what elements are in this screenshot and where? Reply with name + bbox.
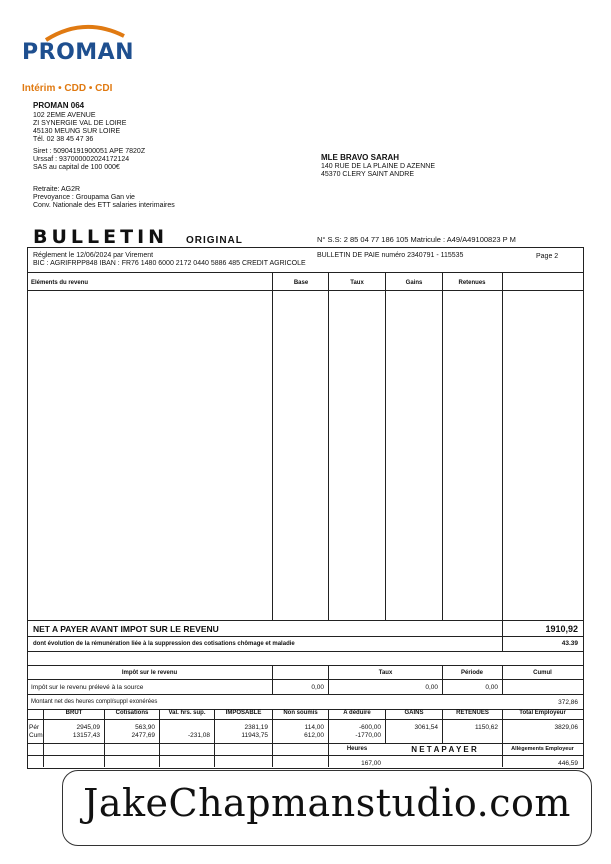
employee-address1: 140 RUE DE LA PLAINE D AZENNE [321,163,435,170]
cum-a-deduire: -1770,00 [355,732,381,739]
employee-name: MLE BRAVO SARAH [321,153,400,162]
heures-value: 167,00 [361,760,381,767]
watermark-banner [62,770,592,846]
company-phone: Tél. 02 38 45 47 36 [33,136,94,143]
impot-header: Impôt sur le revenu [121,670,178,676]
per-cotisations: 563,90 [135,724,155,731]
divider [27,694,583,695]
divider [27,290,583,291]
row-label-per: Pér [29,724,40,731]
row-label-cum: Cum [29,732,43,739]
company-name: PROMAN 064 [33,101,85,110]
divider [27,636,583,637]
divider [27,679,583,680]
allegements-value: 446,59 [558,760,578,767]
per-non-soumis: 114,00 [304,724,324,731]
net-label: NET A PAYER AVANT IMPOT SUR LE REVENU [33,624,219,634]
payment-page: Page 2 [536,253,559,260]
montant-value: 372,86 [558,699,578,706]
company-siret: Siret : 50904191900051 APE 7820Z [33,148,146,155]
divider [27,755,583,756]
column-rule [328,272,329,620]
impot-cumul-header: Cumul [533,670,552,676]
cumul-header-imposable: IMPOSABLE [225,710,262,716]
column-rule [272,665,273,694]
title-bulletin: BULLETIN [33,226,169,248]
watermark-text: JakeChapmanstudio.com [83,781,571,825]
column-rule [502,709,503,767]
cumul-header-a-deduire: A déduire [343,710,371,716]
cum-brut: 13157,43 [72,732,100,739]
evolution-label: dont évolution de la rémunération liée à la suppression des cotisations chômage et maladie [33,641,295,647]
header-gains: Gains [405,280,423,286]
company-prevoyance: Prevoyance : Groupama Gan vie [33,194,135,201]
company-address2: ZI SYNERGIE VAL DE LOIRE [33,120,127,127]
company-urssaf: Urssaf : 937000002024172124 [33,156,130,163]
cum-cotisations: 2477,69 [131,732,155,739]
divider [27,743,583,744]
column-rule [502,272,503,620]
divider [27,651,583,652]
per-a-deduire: -600,00 [358,724,381,731]
cumul-header-val-hrs-sup: Val. hrs. sup. [168,710,206,716]
per-retenues: 1150,62 [474,724,498,731]
heures-header: Heures [346,746,368,752]
cum-imposable: 11943,75 [241,732,268,739]
company-retraite: Retraite: AG2R [33,186,81,193]
cum-val-hrs-sup: -231,08 [187,732,210,739]
header-retenues: Retenues [458,280,486,286]
per-brut: 2945,09 [76,724,100,731]
impot-row-label: Impôt sur le revenu prélevé à la source [31,684,144,691]
impot-taux-header: Taux [378,670,393,676]
company-capital: SAS au capital de 100 000€ [33,164,120,171]
payment-bic-iban: BIC : AGRIFRPP848 IBAN : FR76 1480 6000 2172 0440 5886 485 CREDIT AGRICOLE [33,260,306,267]
cumul-header-retenues: RETENUES [456,710,489,716]
cumul-header-non-soumis: Non soumis [283,710,318,716]
divider [27,719,583,720]
column-rule [328,665,329,694]
header-taux: Taux [350,280,364,286]
column-rule [385,272,386,620]
per-gains: 3061,54 [414,724,438,731]
company-address1: 102 2EME AVENUE [33,112,96,119]
logo: PROMAN [22,40,135,65]
column-rule [272,272,273,620]
cumul-header-brut: BRUT [65,710,83,716]
evolution-value: 43.39 [561,640,578,647]
divider [27,620,583,621]
ss-matricule: N° S.S: 2 85 04 77 186 105 Matricule : A49/A49100823 P M [317,235,516,244]
per-total-employeur: 3829,06 [554,724,578,731]
net-value: 1910,92 [545,624,578,634]
allegements-header: Allègements Employeur [511,746,574,752]
per-imposable: 2381,19 [244,724,268,731]
impot-row-taux: 0,00 [425,684,438,691]
logo-tagline: Intérim • CDD • CDI [22,83,113,94]
impot-periode-header: Période [460,670,483,676]
impot-row-base: 0,00 [311,684,324,691]
montant-label: Montant net des heures compl/suppl exonérées [31,699,158,705]
cumul-header-cotisations: Cotisations [115,710,149,716]
company-convention: Conv. Nationale des ETT salaries interimaires [33,202,175,209]
divider [27,272,583,273]
column-rule [442,272,443,620]
payment-bulletin-num: BULLETIN DE PAIE numéro 2340791 - 115535 [317,252,464,259]
header-base: Base [293,280,309,286]
divider [27,665,583,666]
payment-reglement: Réglement le 12/06/2024 par Virement [33,252,154,259]
net-a-payer-label: N E T A P A Y E R [411,745,477,754]
cumul-header-gains: GAINS [404,710,424,716]
impot-row-periode: 0,00 [485,684,498,691]
logo-swoosh [44,22,126,42]
header-elements: Eléments du revenu [31,280,89,286]
cumul-header-total-employeur: Total Employeur [519,710,566,716]
cum-non-soumis: 612,00 [304,732,324,739]
company-address3: 45130 MEUNG SUR LOIRE [33,128,121,135]
title-original: ORIGINAL [186,235,243,246]
employee-address2: 45370 CLERY SAINT ANDRE [321,171,414,178]
column-rule [502,665,503,694]
